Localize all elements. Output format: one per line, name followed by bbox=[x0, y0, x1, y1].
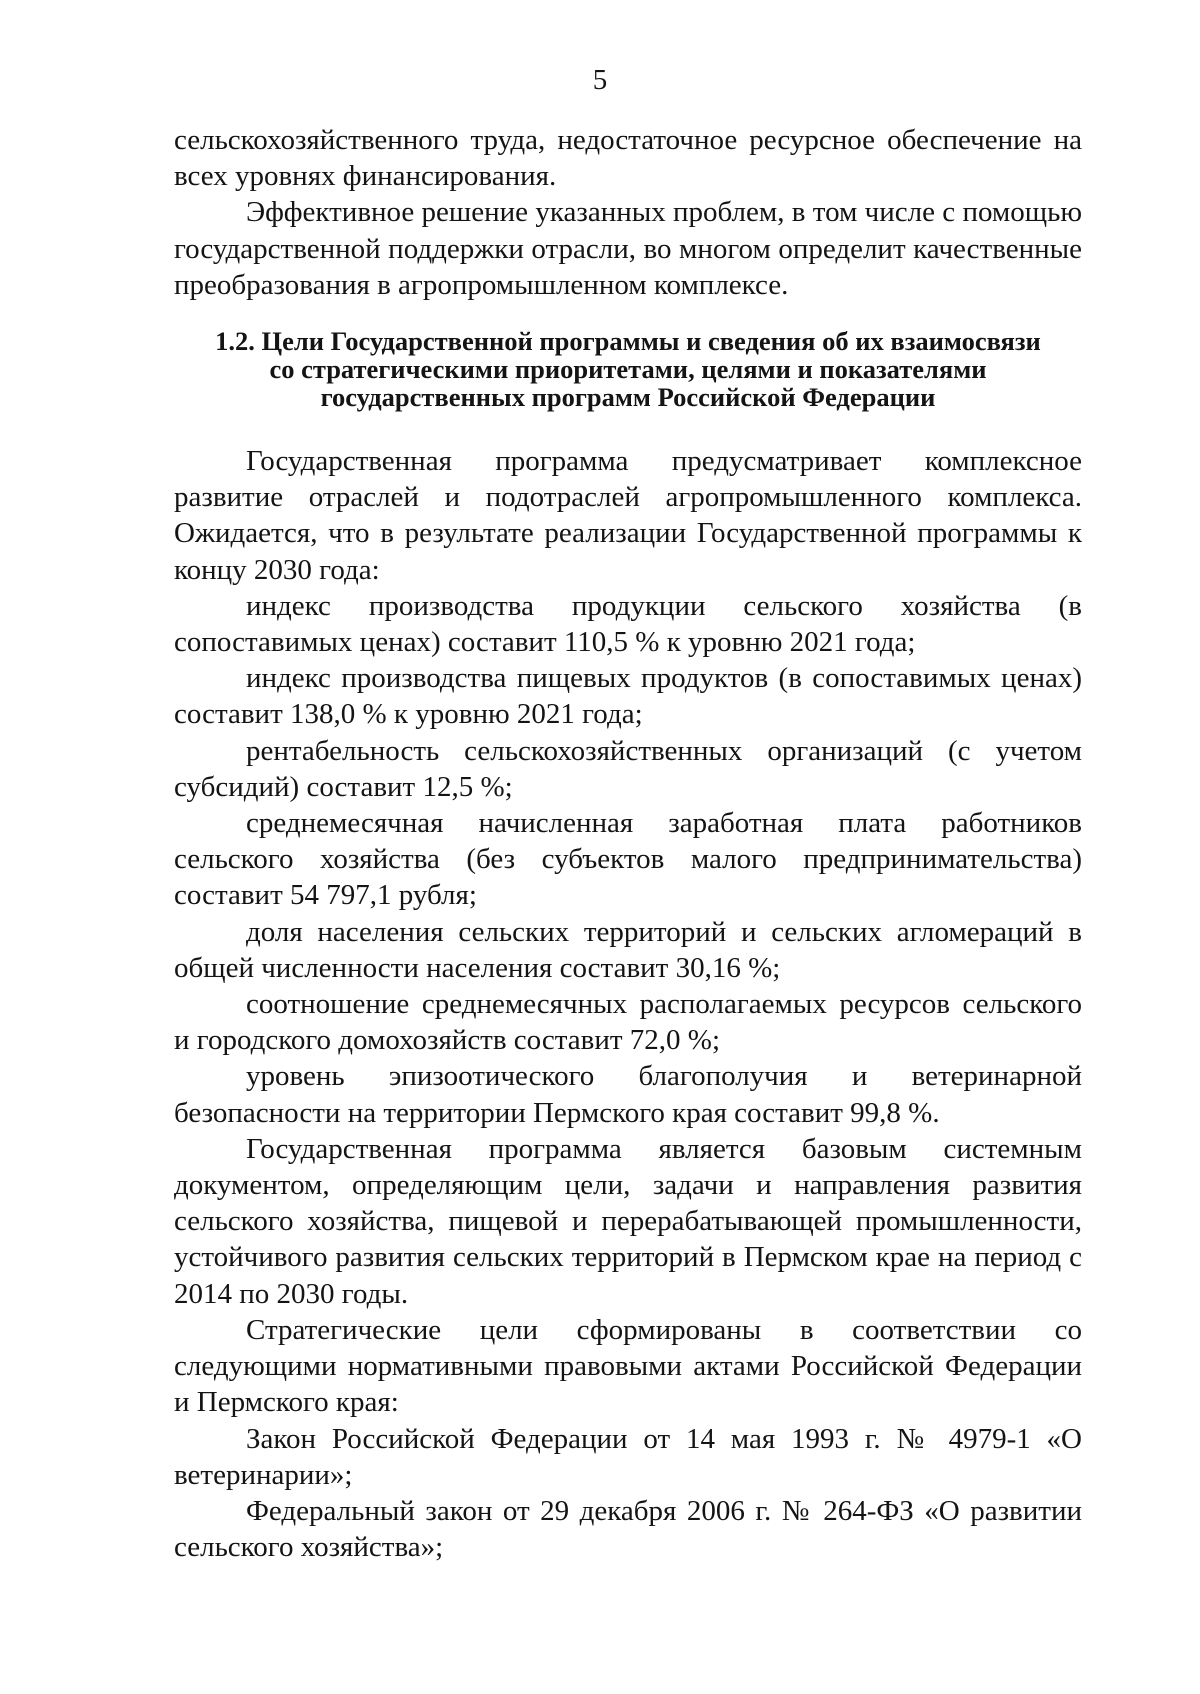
paragraph: Государственная программа является базовым системным документом, определяющим цели, задачи и направления развития сельского хозяйства, пищевой и перерабатывающей промышленности, устойчивого развития сельских территорий в Пермском крае на период с 2014 по 2030 годы. bbox=[174, 1132, 1082, 1310]
list-item: индекс производства пищевых продуктов (в сопоставимых ценах) составит 138,0 % к уровню 2021 года; bbox=[174, 662, 1082, 731]
list-item: среднемесячная начисленная заработная плата работников сельского хозяйства (без субъектов малого предпринимательства) составит 54 797,1 рубля; bbox=[174, 807, 1082, 912]
paragraph: сельскохозяйственного труда, недостаточное ресурсное обеспечение на всех уровнях финансирования. bbox=[174, 124, 1082, 193]
section-title bbox=[174, 327, 1082, 411]
section-title-line: государственных программ Российской Федерации bbox=[320, 382, 936, 413]
paragraph: Стратегические цели сформированы в соответствии со следующими нормативными правовыми актами Российской Федерации и Пермского края: bbox=[174, 1313, 1082, 1419]
list-item: Закон Российской Федерации от 14 мая 1993 г. № 4979-1 «О ветеринарии»; bbox=[174, 1422, 1082, 1491]
list-item: индекс производства продукции сельского хозяйства (в сопоставимых ценах) составит 110,5 % к уровню 2021 года; bbox=[174, 589, 1082, 659]
document-body bbox=[174, 122, 1082, 1565]
list-item: Федеральный закон от 29 декабря 2006 г. № 264-ФЗ «О развитии сельского хозяйства»; bbox=[174, 1494, 1082, 1564]
section-title-line: 1.2. Цели Государственной программы и сведения об их взаимосвязи bbox=[215, 326, 1041, 357]
paragraph: Государственная программа предусматривает комплексное развитие отраслей и подотраслей агропромышленного комплекса. Ожидается, что в результате реализации Государственной программы к концу 2030 года: bbox=[174, 445, 1082, 586]
section-title-line: со стратегическими приоритетами, целями и показателями bbox=[269, 354, 987, 385]
list-item: доля населения сельских территорий и сельских агломераций в общей численности населения составит 30,16 %; bbox=[174, 915, 1082, 984]
list-item: соотношение среднемесячных располагаемых ресурсов сельского и городского домохозяйств составит 72,0 %; bbox=[174, 988, 1082, 1057]
list-item: рентабельность сельскохозяйственных организаций (с учетом субсидий) составит 12,5 %; bbox=[174, 734, 1082, 803]
paragraph: Эффективное решение указанных проблем, в том числе с помощью государственной поддержки отрасли, во многом определит качественные преобразования в агропромышленном комплексе. bbox=[174, 196, 1082, 301]
page-number: 5 bbox=[592, 64, 608, 96]
list-item: уровень эпизоотического благополучия и ветеринарной безопасности на территории Пермского края составит 99,8 %. bbox=[174, 1060, 1082, 1129]
